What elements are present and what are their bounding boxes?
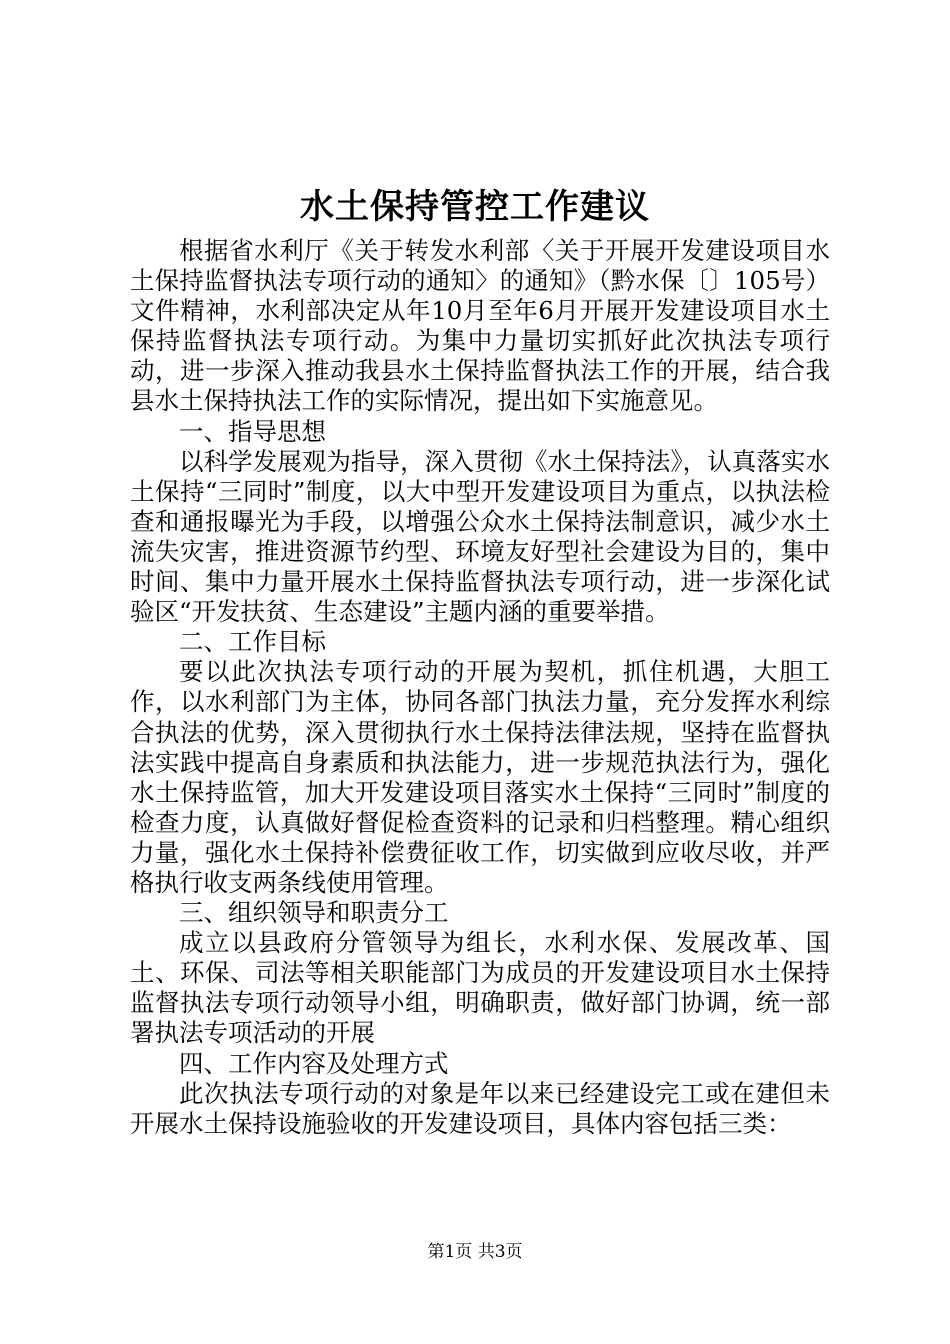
section-heading-work-content: 四、工作内容及处理方式 bbox=[179, 1048, 449, 1078]
document-body bbox=[130, 236, 830, 1139]
work-content-paragraph: 此次执法专项行动的对象是年以来已经建设完工或在建但未开展水土保持设施验收的开发建设项目，具体内容包括三类： bbox=[130, 1078, 830, 1138]
section-heading-guiding-ideology: 一、指导思想 bbox=[179, 416, 326, 446]
intro-paragraph: 根据省水利厅《关于转发水利部〈关于开展开发建设项目水土保持监督执法专项行动的通知〉的通知》（黔水保〔〕105号）文件精神，水利部决定从年10月至年6月开展开发建设项目水土保持监督执法专项行动。为集中力量切实抓好此次执法专项行动，进一步深入推动我县水土保持监督执法工作的开展，结合我县水土保持执法工作的实际情况，提出如下实施意见。 bbox=[130, 236, 830, 416]
organization-paragraph: 成立以县政府分管领导为组长，水利水保、发展改革、国土、环保、司法等相关职能部门为成员的开发建设项目水土保持监督执法专项行动领导小组，明确职责，做好部门协调，统一部署执法专项活动的开展 bbox=[130, 928, 830, 1048]
page-footer: 第1页 共3页 bbox=[427, 1242, 523, 1262]
work-goals-paragraph: 要以此次执法专项行动的开展为契机，抓住机遇，大胆工作，以水利部门为主体，协同各部门执法力量，充分发挥水利综合执法的优势，深入贯彻执行水土保持法律法规，坚持在监督执法实践中提高自身素质和执法能力，进一步规范执法行为，强化水土保持监管，加大开发建设项目落实水土保持“三同时”制度的检查力度，认真做好督促检查资料的记录和归档整理。精心组织力量，强化水土保持补偿费征收工作，切实做到应收尽收，并严格执行收支两条线使用管理。 bbox=[130, 657, 830, 897]
guiding-ideology-paragraph: 以科学发展观为指导，深入贯彻《水土保持法》，认真落实水土保持“三同时”制度，以大中型开发建设项目为重点，以执法检查和通报曝光为手段，以增强公众水土保持法制意识，减少水土流失灾害，推进资源节约型、环境友好型社会建设为目的，集中时间、集中力量开展水土保持监督执法专项行动，进一步深化试验区“开发扶贫、生态建设”主题内涵的重要举措。 bbox=[130, 446, 830, 627]
section-heading-work-goals: 二、工作目标 bbox=[179, 627, 326, 657]
document-title: 水土保持管控工作建议 bbox=[300, 187, 650, 227]
section-heading-organization: 三、组织领导和职责分工 bbox=[179, 898, 449, 928]
